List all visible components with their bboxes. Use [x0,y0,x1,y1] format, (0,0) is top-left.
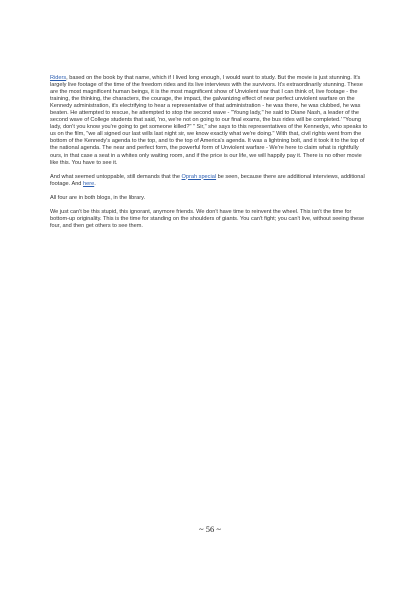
paragraph-blogs-library [50,195,368,202]
paragraph-text: , based on the book by that name, which if I lived long enough, I would want to study. But the movie is just stunning. It's largely live footage of the time of the freedom rides and its live interviews with the survivors. It's extraordinarily stunning. These are the most magnificent human beings, it is the most magnificent show of Unviolent war that I can think of, live footage - the training, the thinking, the characters, the courage, the impact, the galvanizing effect of near perfect unviolent warfare on the Kennedy administration, it's electrifying to hear a representative of that administration - he was there, he was clubbed, he was beaten. He attempted to rescue, he attempted to stop the second wave - "Young lady," he said to Diane Nash, a leader of the second wave of College students that said, 'no, we're not on going to our final exams, the bus rides will be completed.' "Young lady, don't you know you're going to get someone killed?" " Sir," she says to this representatives of the Kennedys, who speaks to us on the film, "we all signed our last wills last night sir, we know exactly what we're doing." With that, civil rights went from the bottom of the Kennedy's agenda to the top, and to the top of America's agenda. It was a lightning bolt, and it took it to the top of the national agenda. The near and perfect form, the powerful form of Unviolent warfare - We're here to claim what is rightfully ours, in that case a seat in a whites only waiting room, and if the price is our life, we will happily pay it. There is no other movie like this. You have to see it. [50,75,368,166]
paragraph-text: And what seemed untoppable, still demands that the [50,173,182,180]
paragraph-text: be seen, because there are additional interviews, additional footage. And [50,173,365,187]
paragraph-text: . [94,180,96,187]
paragraph-closing [50,209,368,230]
paragraph-text: We just can't be this stupid, this ignorant, anymore friends. We don't have time to reinvent the wheel. This isn't the time for bottom-up originality. This is the time for standing on the shoulders of giants. You can't fight; you can't live, without seeing these four, and then get others to see them. [50,208,365,229]
paragraph-oprah-special [50,174,368,188]
oprah-special-link[interactable]: Oprah special [181,173,217,180]
paragraph-freedom-riders [50,75,368,167]
paragraph-text: All four are in both blogs, in the library. [50,194,146,201]
page-body [50,75,368,237]
page-number: ~ 56 ~ [199,524,221,534]
here-link[interactable]: here [82,180,95,187]
riders-link[interactable]: Riders [50,75,67,81]
